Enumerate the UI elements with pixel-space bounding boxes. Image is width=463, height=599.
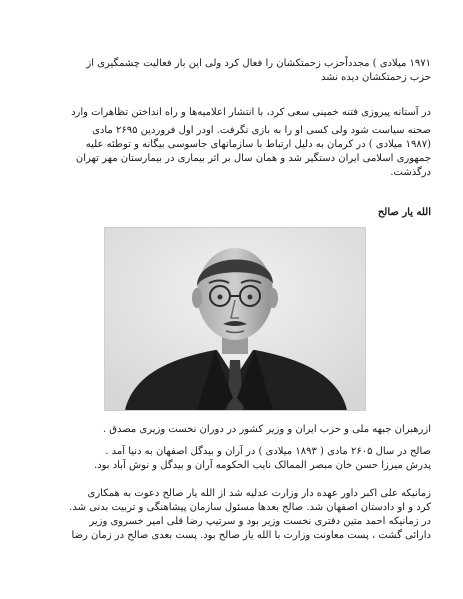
paragraph-2-line-1: در آستانه پیروزی فتنه خمینی سعی کرد، با انتشار اعلامیه‌ها و راه انداختن تظاهرات وارد [71,107,431,118]
paragraph-2-line-4: جمهوری اسلامی ایران دستگیر شد و همان سال بر اثر بیماری در بیمارستان مهر تهران [75,153,431,164]
paragraph-1-line-1: ۱۹۷۱ میلادی ) مجدداًحزب زحمتکشان را فعال کرد ولی این بار فعالیت چشمگیری از [86,58,431,69]
section-title: الله یار صالح [377,207,431,218]
paragraph-4-line-4: دارائی گشت ، پست معاونت وزارت با الله یار صالح بود. پست بعدی صالح در زمان رضا [71,530,431,541]
paragraph-3-line-2: پدرش میرزا حسن خان مبصر الممالک نایب الحکومه آران و بیدگل و نوش آباد بود. [93,460,431,471]
paragraph-3-line-1: صالح در سال ۲۶۰۵ مادی ( ۱۸۹۳ میلادی ) در آران و بیدگل اصفهان به دنیا آمد . [105,446,431,457]
paragraph-2-line-3: (۱۹۸۷ میلادی ) در کرمان به دلیل ارتباط با سازمانهای جاسوسی بیگانه و توطئه علیه [85,139,431,150]
paragraph-4-line-2: کرد و او دادستان اصفهان شد. صالح بعدها مسئول سازمان پیشاهنگی و تربیت بدنی شد. [69,502,431,513]
portrait-caption: ازرهبران جبهه ملی و حزب ایران و وزیر کشور در دوران نخست وزیری مصدق . [102,424,431,435]
portrait-photo-icon [104,227,366,411]
paragraph-2-line-5: درگذشت. [390,167,431,178]
paragraph-2-line-2: صحنه سیاست شود ولی کسی او را به بازی نگرفت. اودر اول فروردین ۲۶۹۵ مادی [92,125,431,136]
paragraph-4-line-1: زمانیکه علی اکبر داور عهده دار وزارت عدلیه شد از الله یار صالح دعوت به همکاری [87,488,431,499]
paragraph-1-line-2: حزب زحمتکشان دیده نشد [321,72,431,83]
paragraph-4-line-3: در زمانیکه احمد متین دفتری نخست وزیر بود و سرتیپ رضا قلی امیر خسروی وزیر [89,516,431,527]
